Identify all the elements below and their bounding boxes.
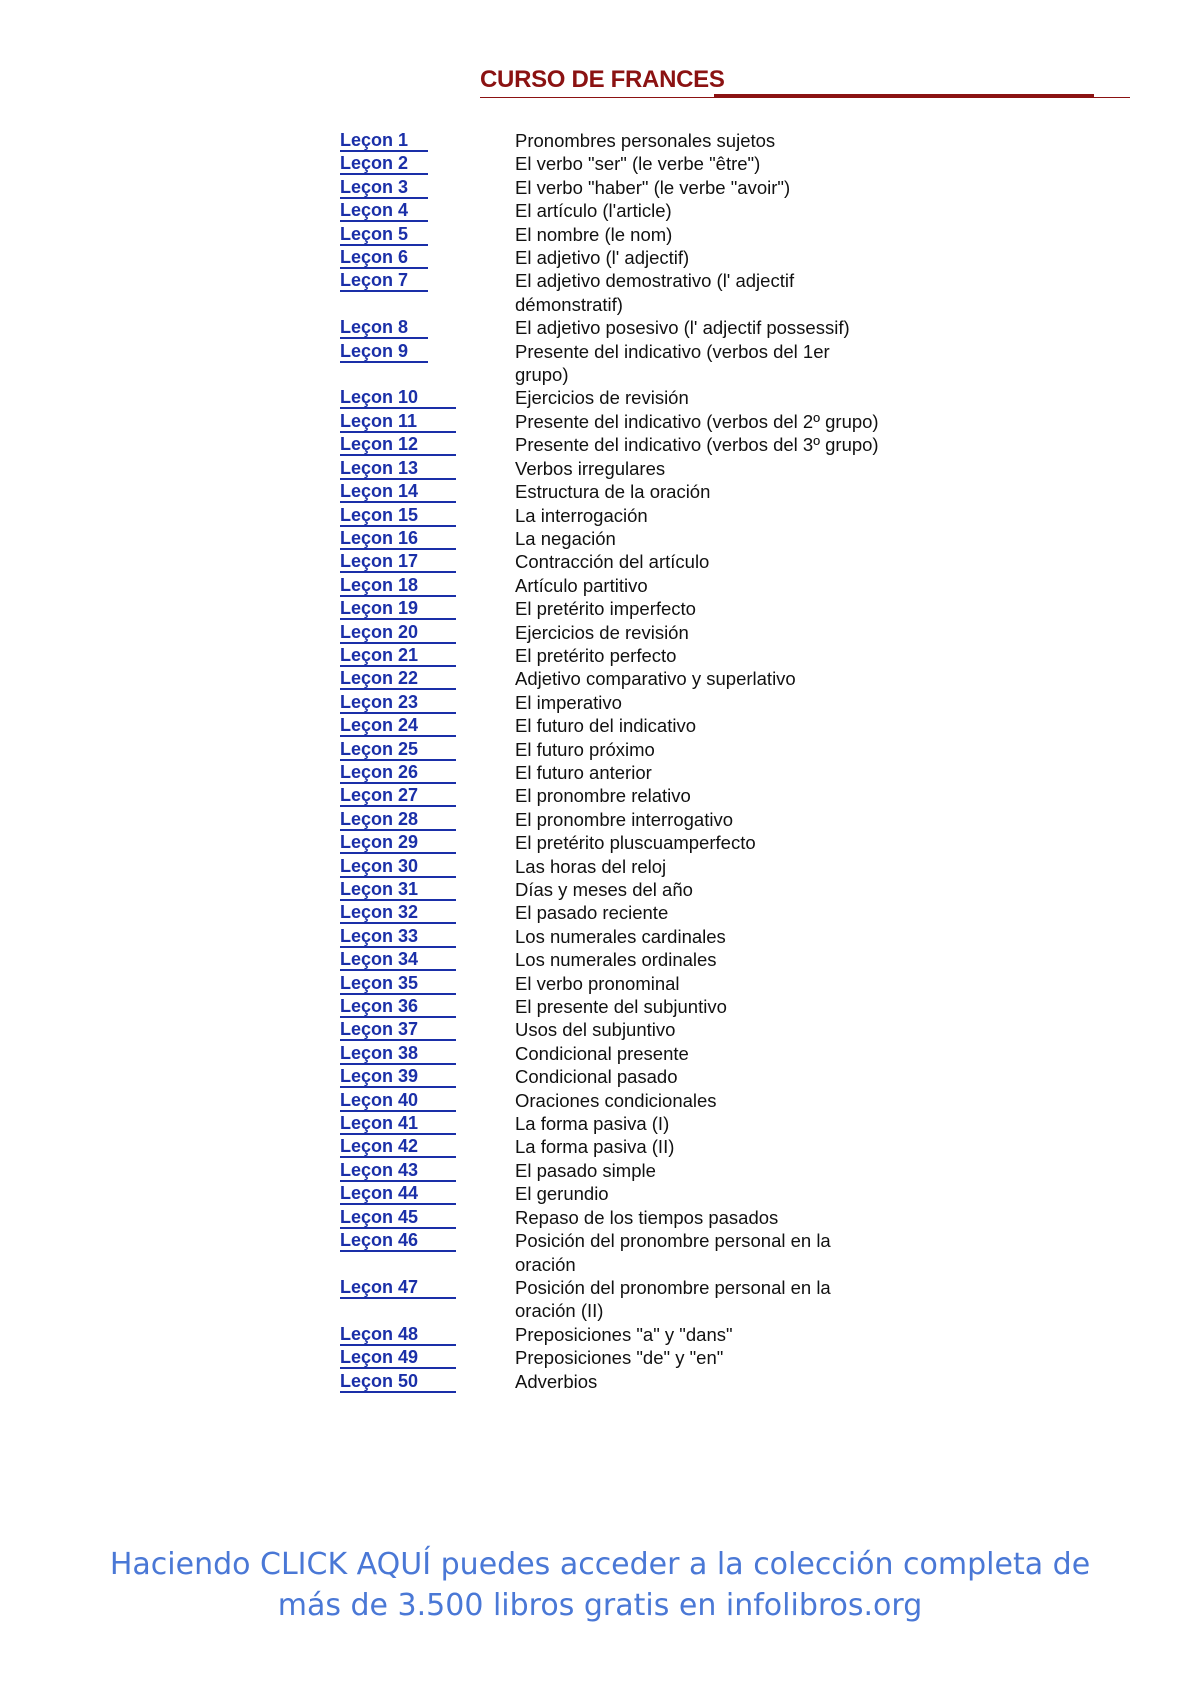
lesson-topic-48: Preposiciones "a" y "dans" [515,1323,733,1345]
lesson-topic-1: Pronombres personales sujetos [515,130,776,151]
lesson-link-9[interactable]: Leçon 9 [340,341,428,363]
lesson-link-7[interactable]: Leçon 7 [340,270,428,292]
lesson-topic-5: El nombre (le nom) [515,223,673,245]
lesson-topic-14: Estructura de la oración [515,481,711,503]
lesson-link-12[interactable]: Leçon 12 [340,434,456,456]
lesson-row-20 [340,621,900,644]
lesson-link-40[interactable]: Leçon 40 [340,1090,456,1112]
lesson-topic-44: El gerundio [515,1183,609,1205]
lesson-link-8[interactable]: Leçon 8 [340,317,428,339]
lesson-row-19 [340,597,900,620]
lesson-link-18[interactable]: Leçon 18 [340,575,456,597]
lesson-link-10[interactable]: Leçon 10 [340,387,456,409]
lesson-row-18 [340,574,900,597]
lesson-topic-24: El futuro del indicativo [515,715,696,737]
lesson-row-33 [340,925,900,948]
lesson-topic-19: El pretérito imperfecto [515,598,696,620]
lesson-link-36[interactable]: Leçon 36 [340,996,456,1018]
lesson-link-39[interactable]: Leçon 39 [340,1066,456,1088]
lesson-row-48 [340,1323,900,1346]
lesson-link-26[interactable]: Leçon 26 [340,762,456,784]
lesson-row-37 [340,1018,900,1041]
lesson-topic-30: Las horas del reloj [515,855,667,877]
lesson-topic-23: El imperativo [515,691,622,713]
lesson-link-11[interactable]: Leçon 11 [340,411,456,433]
lesson-topic-37: Usos del subjuntivo [515,1019,676,1041]
lesson-link-23[interactable]: Leçon 23 [340,692,456,714]
lesson-row-26 [340,761,900,784]
lesson-topic-17: Contracción del artículo [515,551,710,573]
lesson-topic-34: Los numerales ordinales [515,949,717,971]
lesson-row-27 [340,784,900,807]
lesson-topic-47: Posición del pronombre personal en la oración (II) [515,1276,831,1322]
lesson-row-15 [340,504,900,527]
lesson-row-17 [340,550,900,573]
lesson-index [340,129,900,1393]
lesson-topic-9: Presente del indicativo (verbos del 1er grupo) [515,340,830,386]
lesson-topic-31: Días y meses del año [515,879,693,900]
lesson-row-22 [340,667,900,690]
lesson-link-4[interactable]: Leçon 4 [340,200,428,222]
lesson-row-30 [340,855,900,878]
lesson-link-50[interactable]: Leçon 50 [340,1371,456,1393]
promo-line-1: Haciendo CLICK AQUÍ puedes acceder a la colección completa de [109,1547,1091,1582]
lesson-link-5[interactable]: Leçon 5 [340,224,428,246]
lesson-row-41 [340,1112,900,1135]
lesson-row-11 [340,410,900,433]
lesson-row-31 [340,878,900,901]
lesson-topic-22: Adjetivo comparativo y superlativo [515,668,796,690]
lesson-topic-3: El verbo "haber" (le verbe "avoir") [515,176,791,198]
lesson-link-1[interactable]: Leçon 1 [340,130,428,152]
promo-link[interactable] [0,1544,1200,1626]
page-title: CURSO DE FRANCES [480,66,725,93]
lesson-row-36 [340,995,900,1018]
lesson-row-50 [340,1370,900,1393]
lesson-link-37[interactable]: Leçon 37 [340,1019,456,1041]
lesson-topic-40: Oraciones condicionales [515,1089,717,1111]
lesson-topic-43: El pasado simple [515,1159,656,1181]
lesson-topic-50: Adverbios [515,1370,598,1392]
lesson-topic-33: Los numerales cardinales [515,925,726,947]
lesson-link-33[interactable]: Leçon 33 [340,926,456,948]
lesson-link-35[interactable]: Leçon 35 [340,973,456,995]
lesson-row-38 [340,1042,900,1065]
lesson-topic-25: El futuro próximo [515,738,655,760]
lesson-topic-21: El pretérito perfecto [515,644,677,666]
lesson-link-38[interactable]: Leçon 38 [340,1043,456,1065]
lesson-row-46 [340,1229,900,1276]
lesson-row-13 [340,457,900,480]
lesson-topic-18: Artículo partitivo [515,574,648,596]
lesson-row-28 [340,808,900,831]
lesson-topic-11: Presente del indicativo (verbos del 2º grupo) [515,410,879,432]
lesson-link-15[interactable]: Leçon 15 [340,505,456,527]
lesson-row-23 [340,691,900,714]
lesson-topic-29: El pretérito pluscuamperfecto [515,832,756,854]
lesson-link-41[interactable]: Leçon 41 [340,1113,456,1135]
lesson-link-43[interactable]: Leçon 43 [340,1160,456,1182]
lesson-topic-10: Ejercicios de revisión [515,387,689,409]
lesson-link-49[interactable]: Leçon 49 [340,1347,456,1369]
lesson-row-24 [340,714,900,737]
lesson-row-21 [340,644,900,667]
lesson-row-12 [340,433,900,456]
lesson-link-25[interactable]: Leçon 25 [340,739,456,761]
lesson-topic-36: El presente del subjuntivo [515,996,727,1018]
lesson-topic-7: El adjetivo demostrativo (l' adjectif démonstratif) [515,270,795,315]
lesson-topic-35: El verbo pronominal [515,972,680,994]
lesson-row-16 [340,527,900,550]
lesson-row-3 [340,176,900,199]
lesson-topic-28: El pronombre interrogativo [515,808,733,830]
lesson-link-22[interactable]: Leçon 22 [340,668,456,690]
lesson-link-28[interactable]: Leçon 28 [340,809,456,831]
lesson-topic-26: El futuro anterior [515,761,652,783]
lesson-link-27[interactable]: Leçon 27 [340,785,456,807]
lesson-row-2 [340,152,900,175]
lesson-link-13[interactable]: Leçon 13 [340,458,456,480]
lesson-link-48[interactable]: Leçon 48 [340,1324,456,1346]
lesson-topic-42: La forma pasiva (II) [515,1136,675,1158]
lesson-link-14[interactable]: Leçon 14 [340,481,456,503]
lesson-link-47[interactable]: Leçon 47 [340,1277,456,1299]
lesson-row-5 [340,223,900,246]
lesson-link-46[interactable]: Leçon 46 [340,1230,456,1252]
lesson-row-9 [340,340,900,387]
lesson-link-42[interactable]: Leçon 42 [340,1136,456,1158]
lesson-link-31[interactable]: Leçon 31 [340,879,456,901]
lesson-link-34[interactable]: Leçon 34 [340,949,456,971]
lesson-row-8 [340,316,900,339]
lesson-topic-12: Presente del indicativo (verbos del 3º grupo) [515,434,879,456]
lesson-topic-20: Ejercicios de revisión [515,621,689,643]
lesson-row-10 [340,386,900,409]
lesson-row-35 [340,972,900,995]
lesson-topic-13: Verbos irregulares [515,457,666,479]
lesson-link-16[interactable]: Leçon 16 [340,528,456,550]
lesson-row-6 [340,246,900,269]
lesson-row-49 [340,1346,900,1369]
lesson-row-43 [340,1159,900,1182]
lesson-topic-32: El pasado reciente [515,902,669,924]
title-underline-bold [714,94,1094,98]
lesson-row-44 [340,1182,900,1205]
lesson-row-40 [340,1089,900,1112]
lesson-row-42 [340,1135,900,1158]
lesson-row-47 [340,1276,900,1323]
promo-line-2: más de 3.500 libros gratis en infolibros.org [277,1588,923,1623]
lesson-row-29 [340,831,900,854]
lesson-row-7 [340,269,900,316]
lesson-row-39 [340,1065,900,1088]
lesson-topic-15: La interrogación [515,504,648,526]
lesson-topic-38: Condicional presente [515,1042,689,1064]
lesson-topic-41: La forma pasiva (I) [515,1113,670,1135]
lesson-link-32[interactable]: Leçon 32 [340,902,456,924]
lesson-row-32 [340,901,900,924]
lesson-row-14 [340,480,900,503]
lesson-topic-6: El adjetivo (l' adjectif) [515,247,690,269]
lesson-topic-49: Preposiciones "de" y "en" [515,1347,724,1369]
lesson-topic-45: Repaso de los tiempos pasados [515,1206,779,1228]
lesson-link-45[interactable]: Leçon 45 [340,1207,456,1229]
lesson-link-17[interactable]: Leçon 17 [340,551,456,573]
page-header [480,66,1130,100]
lesson-topic-39: Condicional pasado [515,1066,678,1088]
lesson-link-3[interactable]: Leçon 3 [340,177,428,199]
lesson-topic-46: Posición del pronombre personal en la oración [515,1230,831,1275]
lesson-link-20[interactable]: Leçon 20 [340,622,456,644]
lesson-topic-4: El artículo (l'article) [515,200,672,222]
lesson-row-25 [340,738,900,761]
lesson-row-1 [340,129,900,152]
lesson-link-19[interactable]: Leçon 19 [340,598,456,620]
lesson-topic-8: El adjetivo posesivo (l' adjectif possessif) [515,317,850,339]
lesson-link-30[interactable]: Leçon 30 [340,856,456,878]
lesson-topic-16: La negación [515,527,616,549]
lesson-topic-27: El pronombre relativo [515,785,691,807]
lesson-link-2[interactable]: Leçon 2 [340,153,428,175]
lesson-row-45 [340,1206,900,1229]
lesson-link-21[interactable]: Leçon 21 [340,645,456,667]
lesson-row-4 [340,199,900,222]
lesson-link-6[interactable]: Leçon 6 [340,247,428,269]
lesson-link-29[interactable]: Leçon 29 [340,832,456,854]
lesson-link-44[interactable]: Leçon 44 [340,1183,456,1205]
lesson-row-34 [340,948,900,971]
lesson-topic-2: El verbo "ser" (le verbe "être") [515,153,761,175]
lesson-link-24[interactable]: Leçon 24 [340,715,456,737]
